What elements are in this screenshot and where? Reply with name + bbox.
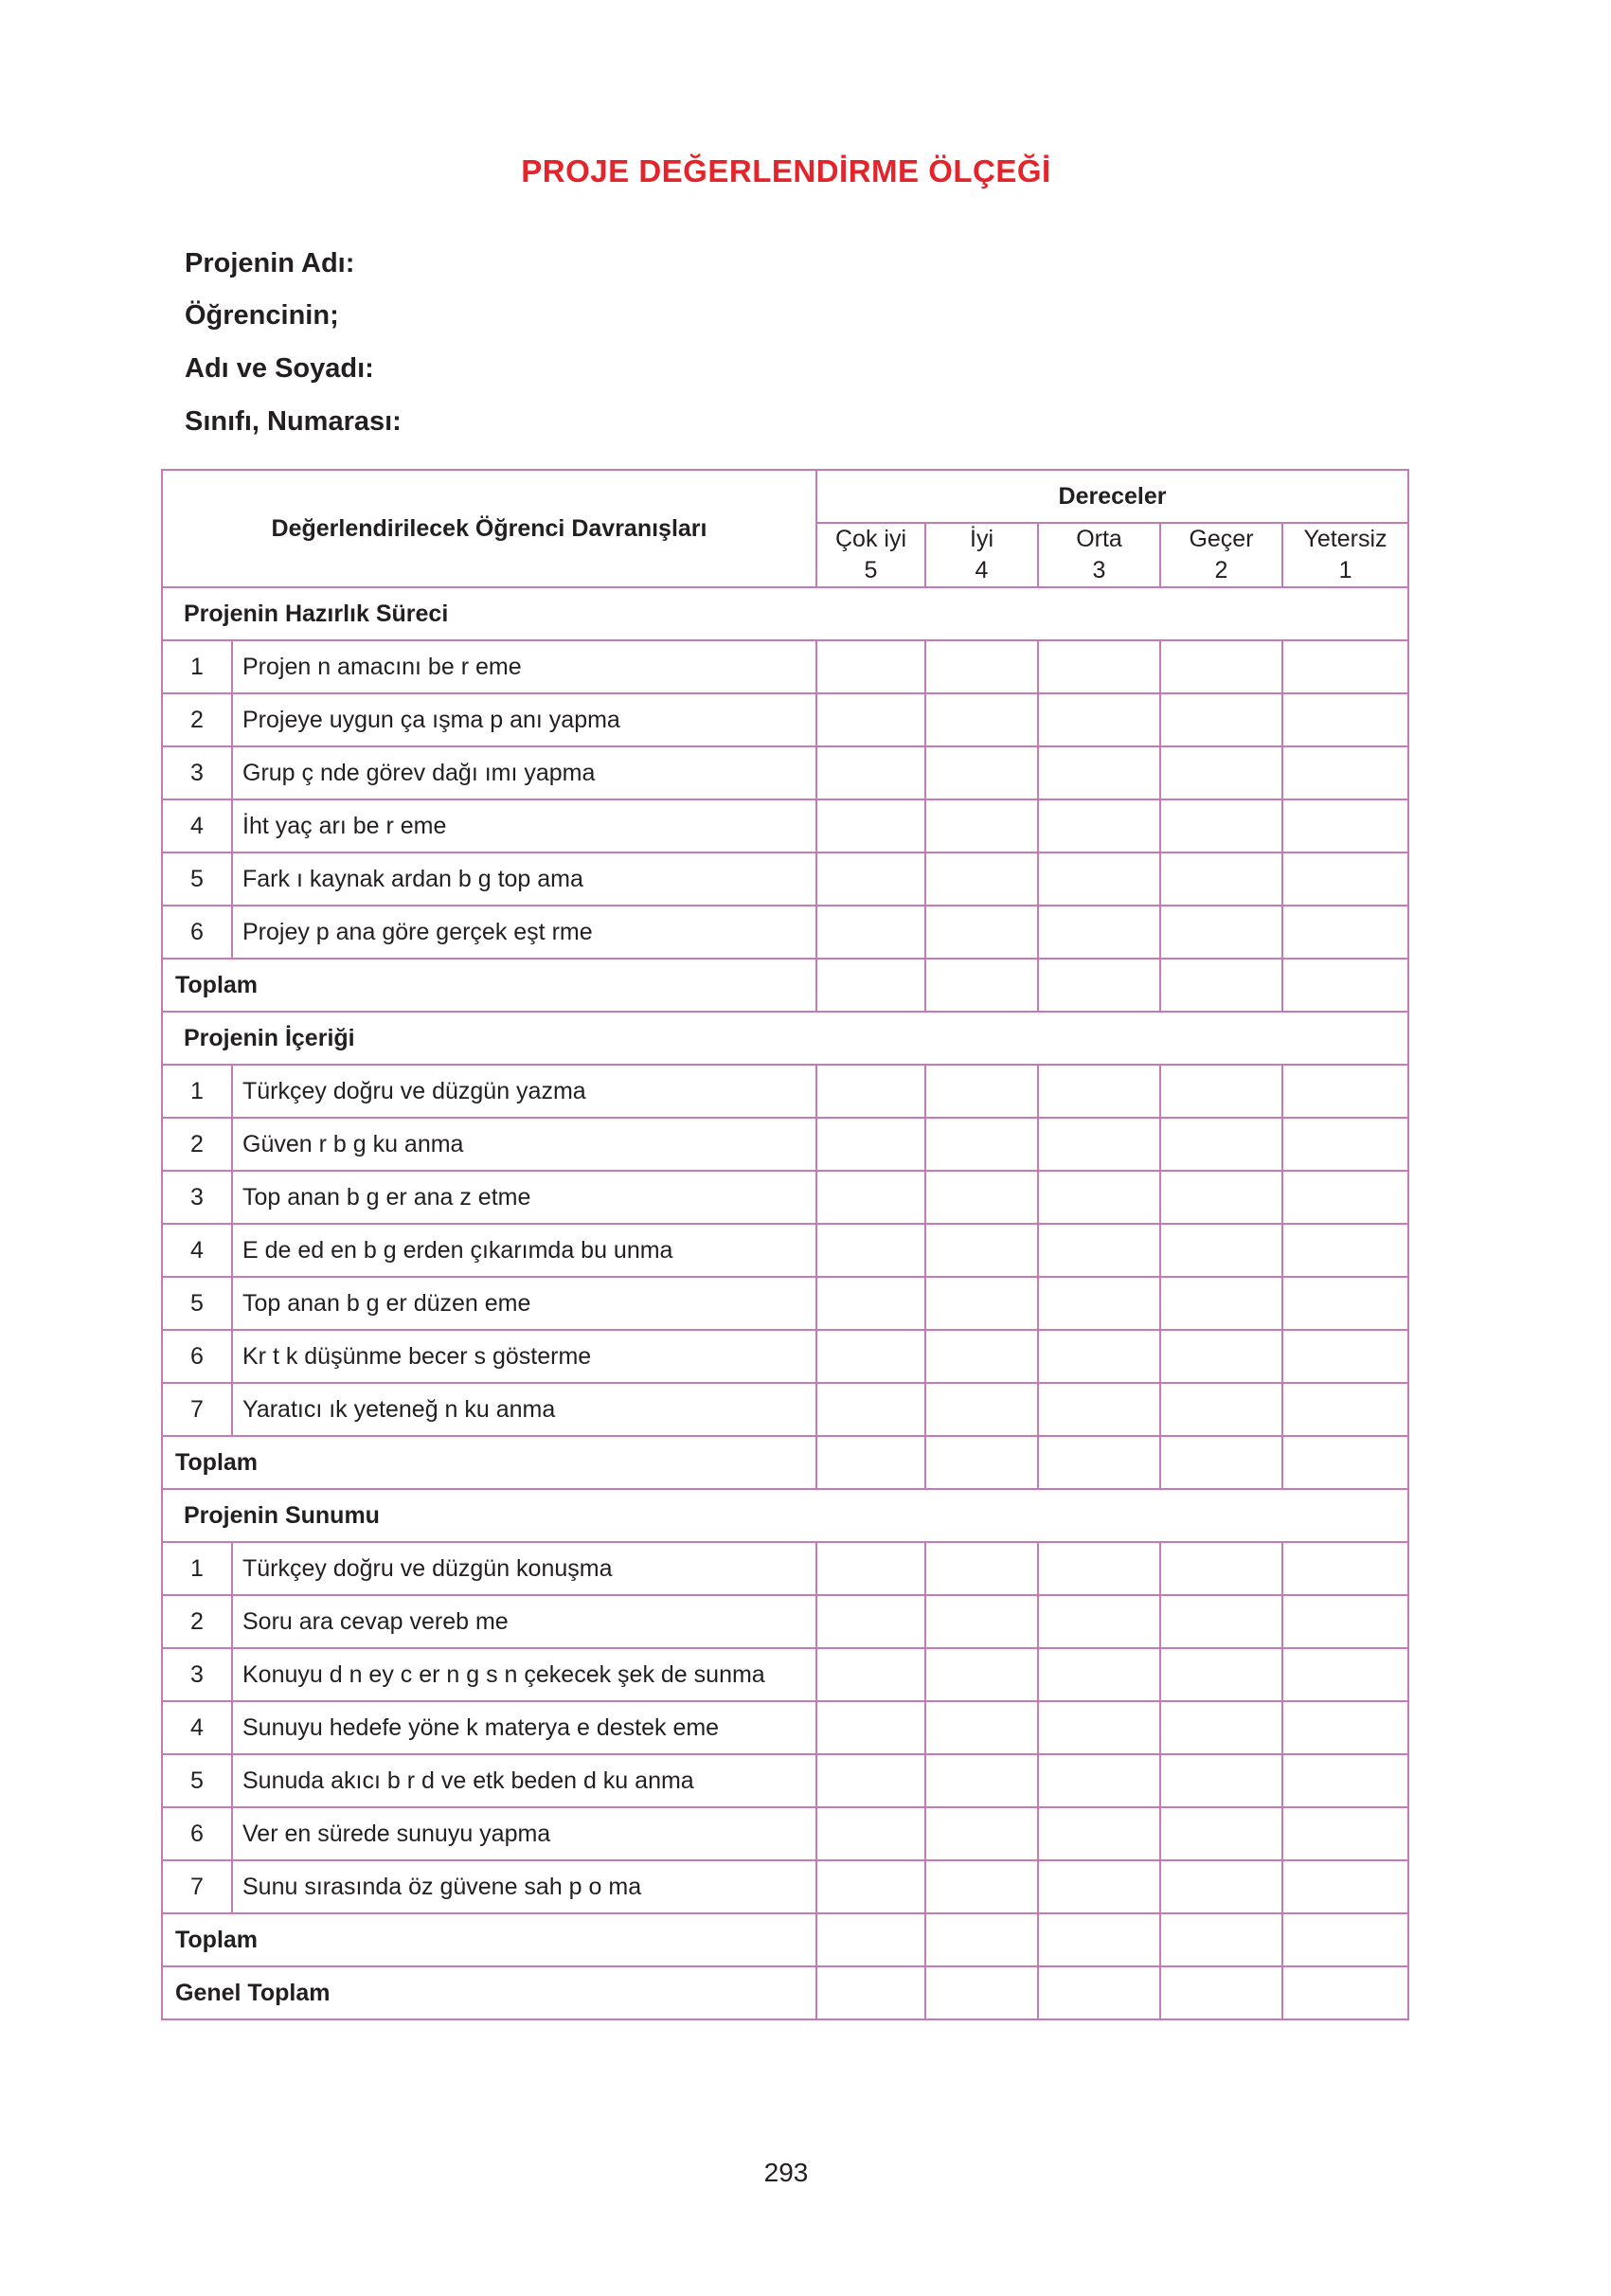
- grade-cell[interactable]: [1160, 1648, 1282, 1701]
- grade-cell[interactable]: [1282, 959, 1408, 1012]
- table-row: [162, 1224, 1408, 1277]
- grade-label: Geçer: [1189, 526, 1254, 552]
- item-text: Grup ç nde görev dağı ımı yapma: [232, 746, 816, 799]
- grade-cell[interactable]: [1282, 1754, 1408, 1807]
- item-text: E de ed en b g erden çıkarımda bu unma: [232, 1224, 816, 1277]
- grade-cell[interactable]: [1160, 1171, 1282, 1224]
- table-row: [162, 1807, 1408, 1860]
- total-label: Toplam: [162, 959, 816, 1012]
- grade-cell[interactable]: [816, 640, 925, 693]
- grade-cell[interactable]: [816, 906, 925, 959]
- grade-cell[interactable]: [1160, 1383, 1282, 1436]
- total-row: [162, 959, 1408, 1012]
- grade-cell[interactable]: [816, 1171, 925, 1224]
- grade-cell[interactable]: [1038, 693, 1160, 746]
- item-number: 6: [162, 1330, 232, 1383]
- grade-cell[interactable]: [1160, 1436, 1282, 1489]
- grade-cell[interactable]: [925, 1383, 1038, 1436]
- item-text: Fark ı kaynak ardan b g top ama: [232, 852, 816, 906]
- table-row: [162, 1648, 1408, 1701]
- grade-cell[interactable]: [1160, 1595, 1282, 1648]
- student-label: Öğrencinin;: [185, 300, 339, 331]
- grade-cell[interactable]: [1038, 1224, 1160, 1277]
- grade-cell[interactable]: [925, 1595, 1038, 1648]
- table-row: [162, 1860, 1408, 1913]
- grade-cell[interactable]: [1038, 1277, 1160, 1330]
- item-number: 5: [162, 852, 232, 906]
- grade-cell[interactable]: [1282, 1118, 1408, 1171]
- grade-cell[interactable]: [1282, 1436, 1408, 1489]
- grade-cell[interactable]: [1038, 1595, 1160, 1648]
- item-number: 7: [162, 1860, 232, 1913]
- grade-cell[interactable]: [1038, 1807, 1160, 1860]
- grade-cell[interactable]: [1038, 1065, 1160, 1118]
- item-number: 6: [162, 906, 232, 959]
- grade-cell[interactable]: [1038, 1171, 1160, 1224]
- total-label: Toplam: [162, 1913, 816, 1966]
- grade-cell[interactable]: [1038, 1966, 1160, 2019]
- grade-cell[interactable]: [816, 799, 925, 852]
- table-row: [162, 1595, 1408, 1648]
- grade-cell[interactable]: [1160, 1966, 1282, 2019]
- grade-cell[interactable]: [1282, 1330, 1408, 1383]
- item-number: 2: [162, 693, 232, 746]
- table-row: [162, 746, 1408, 799]
- grade-label: Çok iyi: [834, 526, 906, 552]
- table-row: [162, 640, 1408, 693]
- item-number: 6: [162, 1807, 232, 1860]
- item-text: Projen n amacını be r eme: [232, 640, 816, 693]
- grade-cell[interactable]: [1038, 852, 1160, 906]
- grade-cell[interactable]: [816, 1436, 925, 1489]
- grade-value: 3: [1092, 557, 1106, 583]
- grade-cell[interactable]: [1282, 1860, 1408, 1913]
- item-text: Sunu sırasında öz güvene sah p o ma: [232, 1860, 816, 1913]
- section-row: [162, 1012, 1408, 1065]
- grade-cell[interactable]: [1282, 1065, 1408, 1118]
- grade-label: Orta: [1076, 526, 1122, 552]
- grade-cell[interactable]: [816, 852, 925, 906]
- grade-cell[interactable]: [1038, 746, 1160, 799]
- item-number: 1: [162, 1542, 232, 1595]
- grade-value: 5: [864, 557, 878, 583]
- grade-cell[interactable]: [925, 906, 1038, 959]
- item-number: 1: [162, 640, 232, 693]
- grade-cell[interactable]: [1038, 1754, 1160, 1807]
- grade-cell[interactable]: [925, 1277, 1038, 1330]
- grade-cell[interactable]: [1282, 1966, 1408, 2019]
- grade-cell[interactable]: [1282, 1542, 1408, 1595]
- grade-cell[interactable]: [816, 1807, 925, 1860]
- grade-label: Yetersiz: [1303, 526, 1387, 552]
- grade-cell[interactable]: [1282, 1648, 1408, 1701]
- grade-cell[interactable]: [1038, 1330, 1160, 1383]
- grade-cell[interactable]: [1160, 1807, 1282, 1860]
- grade-cell[interactable]: [925, 1913, 1038, 1966]
- grade-cell[interactable]: [1282, 1224, 1408, 1277]
- grade-cell[interactable]: [1038, 906, 1160, 959]
- grade-cell[interactable]: [1038, 1542, 1160, 1595]
- grade-column-header: [816, 523, 925, 587]
- section-row: [162, 587, 1408, 640]
- grand-total-row: [162, 1966, 1408, 2019]
- grade-cell[interactable]: [816, 746, 925, 799]
- table-row: [162, 1065, 1408, 1118]
- page-number: 293: [763, 2158, 809, 2187]
- section-title: Projenin İçeriği: [162, 1012, 1408, 1065]
- grade-cell[interactable]: [925, 1436, 1038, 1489]
- table-row: [162, 1754, 1408, 1807]
- table-row: [162, 1118, 1408, 1171]
- grade-cell[interactable]: [1160, 852, 1282, 906]
- table-row: [162, 693, 1408, 746]
- grade-cell[interactable]: [1038, 1383, 1160, 1436]
- grade-cell[interactable]: [925, 693, 1038, 746]
- grades-header: Dereceler: [816, 470, 1408, 523]
- item-text: Projeye uygun ça ışma p anı yapma: [232, 693, 816, 746]
- item-number: 4: [162, 1224, 232, 1277]
- grade-cell[interactable]: [816, 1118, 925, 1171]
- grade-cell[interactable]: [1160, 1330, 1282, 1383]
- grade-cell[interactable]: [1038, 1118, 1160, 1171]
- grade-cell[interactable]: [816, 1648, 925, 1701]
- grade-cell[interactable]: [925, 1754, 1038, 1807]
- grade-cell[interactable]: [925, 1224, 1038, 1277]
- grade-column-header: [1160, 523, 1282, 587]
- table-row: [162, 1701, 1408, 1754]
- grade-cell[interactable]: [816, 1913, 925, 1966]
- item-text: Türkçey doğru ve düzgün yazma: [232, 1065, 816, 1118]
- grade-cell[interactable]: [1160, 693, 1282, 746]
- table-row: [162, 1383, 1408, 1436]
- item-text: Sunuyu hedefe yöne k materya e destek eme: [232, 1701, 816, 1754]
- table-row: [162, 1171, 1408, 1224]
- grade-cell[interactable]: [816, 1383, 925, 1436]
- project-name-label: Projenin Adı:: [185, 248, 355, 278]
- item-text: İht yaç arı be r eme: [232, 799, 816, 852]
- item-text: Konuyu d n ey c er n g s n çekecek şek de sunma: [232, 1648, 816, 1701]
- behaviors-header: Değerlendirilecek Öğrenci Davranışları: [162, 470, 816, 587]
- grade-cell[interactable]: [1160, 640, 1282, 693]
- total-row: [162, 1913, 1408, 1966]
- item-text: Kr t k düşünme becer s gösterme: [232, 1330, 816, 1383]
- grade-cell[interactable]: [816, 959, 925, 1012]
- evaluation-table: [161, 469, 1409, 2020]
- item-text: Top anan b g er düzen eme: [232, 1277, 816, 1330]
- grade-cell[interactable]: [1160, 906, 1282, 959]
- grade-cell[interactable]: [816, 1065, 925, 1118]
- item-text: Top anan b g er ana z etme: [232, 1171, 816, 1224]
- grade-cell[interactable]: [1038, 1648, 1160, 1701]
- page-title: PROJE DEĞERLENDİRME ÖLÇEĞİ: [521, 153, 1051, 188]
- grade-cell[interactable]: [1160, 746, 1282, 799]
- table-row: [162, 1277, 1408, 1330]
- item-number: 5: [162, 1277, 232, 1330]
- grade-cell[interactable]: [1282, 852, 1408, 906]
- grade-cell[interactable]: [816, 1542, 925, 1595]
- item-text: Güven r b g ku anma: [232, 1118, 816, 1171]
- grade-cell[interactable]: [1282, 1277, 1408, 1330]
- grade-cell[interactable]: [925, 1648, 1038, 1701]
- item-number: 4: [162, 1701, 232, 1754]
- grade-cell[interactable]: [1160, 1860, 1282, 1913]
- item-number: 5: [162, 1754, 232, 1807]
- grade-value: 2: [1214, 557, 1228, 583]
- grade-column-header: [925, 523, 1038, 587]
- name-surname-label: Adı ve Soyadı:: [185, 353, 374, 384]
- table-row: [162, 906, 1408, 959]
- grade-cell[interactable]: [925, 959, 1038, 1012]
- grade-cell[interactable]: [1038, 959, 1160, 1012]
- grade-cell[interactable]: [925, 799, 1038, 852]
- grade-cell[interactable]: [1038, 1860, 1160, 1913]
- item-number: 4: [162, 799, 232, 852]
- class-number-label: Sınıfı, Numarası:: [185, 406, 402, 437]
- grade-cell[interactable]: [1160, 1224, 1282, 1277]
- grade-cell[interactable]: [1282, 1595, 1408, 1648]
- grade-cell[interactable]: [1038, 799, 1160, 852]
- grade-cell[interactable]: [816, 1224, 925, 1277]
- grade-cell[interactable]: [1038, 1436, 1160, 1489]
- item-number: 3: [162, 1648, 232, 1701]
- grade-cell[interactable]: [925, 746, 1038, 799]
- total-row: [162, 1436, 1408, 1489]
- grade-value: 4: [975, 557, 989, 583]
- total-label: Toplam: [162, 1436, 816, 1489]
- grade-cell[interactable]: [1160, 959, 1282, 1012]
- item-text: Türkçey doğru ve düzgün konuşma: [232, 1542, 816, 1595]
- grade-cell[interactable]: [925, 640, 1038, 693]
- grade-cell[interactable]: [925, 1065, 1038, 1118]
- grade-cell[interactable]: [1282, 799, 1408, 852]
- item-number: 3: [162, 746, 232, 799]
- item-number: 1: [162, 1065, 232, 1118]
- grade-cell[interactable]: [1282, 1913, 1408, 1966]
- item-text: Ver en sürede sunuyu yapma: [232, 1807, 816, 1860]
- grade-cell[interactable]: [1160, 1277, 1282, 1330]
- grade-cell[interactable]: [925, 1542, 1038, 1595]
- grade-column-header: [1282, 523, 1408, 587]
- table-row: [162, 852, 1408, 906]
- grade-value: 1: [1338, 557, 1352, 583]
- grade-cell[interactable]: [816, 1860, 925, 1913]
- item-number: 3: [162, 1171, 232, 1224]
- item-number: 7: [162, 1383, 232, 1436]
- grade-cell[interactable]: [925, 1330, 1038, 1383]
- grade-cell[interactable]: [1160, 1701, 1282, 1754]
- grade-label: İyi: [970, 526, 993, 552]
- grade-cell[interactable]: [1160, 1118, 1282, 1171]
- grade-cell[interactable]: [816, 693, 925, 746]
- grade-cell[interactable]: [1282, 906, 1408, 959]
- grade-cell[interactable]: [1282, 746, 1408, 799]
- grade-cell[interactable]: [1038, 1913, 1160, 1966]
- grade-cell[interactable]: [925, 1701, 1038, 1754]
- grade-cell[interactable]: [1282, 693, 1408, 746]
- grade-cell[interactable]: [816, 1966, 925, 2019]
- grade-cell[interactable]: [816, 1330, 925, 1383]
- grade-cell[interactable]: [1160, 1754, 1282, 1807]
- grade-cell[interactable]: [925, 1966, 1038, 2019]
- grade-column-header: [1038, 523, 1160, 587]
- grade-cell[interactable]: [1160, 799, 1282, 852]
- grade-cell[interactable]: [816, 1701, 925, 1754]
- grade-cell[interactable]: [1282, 1807, 1408, 1860]
- grade-cell[interactable]: [1282, 1171, 1408, 1224]
- item-number: 2: [162, 1118, 232, 1171]
- grade-cell[interactable]: [925, 1118, 1038, 1171]
- grade-cell[interactable]: [1282, 640, 1408, 693]
- grade-cell[interactable]: [816, 1754, 925, 1807]
- grade-cell[interactable]: [1038, 1701, 1160, 1754]
- table-row: [162, 1542, 1408, 1595]
- item-text: Sunuda akıcı b r d ve etk beden d ku anma: [232, 1754, 816, 1807]
- item-text: Yaratıcı ık yeteneğ n ku anma: [232, 1383, 816, 1436]
- grade-cell[interactable]: [1160, 1913, 1282, 1966]
- table-row: [162, 1330, 1408, 1383]
- item-text: Projey p ana göre gerçek eşt rme: [232, 906, 816, 959]
- grade-cell[interactable]: [925, 1171, 1038, 1224]
- grade-cell[interactable]: [1038, 640, 1160, 693]
- grand-total-label: Genel Toplam: [162, 1966, 816, 2019]
- item-text: Soru ara cevap vereb me: [232, 1595, 816, 1648]
- table-row: [162, 799, 1408, 852]
- section-title: Projenin Hazırlık Süreci: [162, 587, 1408, 640]
- section-title: Projenin Sunumu: [162, 1489, 1408, 1542]
- grade-cell[interactable]: [1160, 1065, 1282, 1118]
- grade-cell[interactable]: [925, 1807, 1038, 1860]
- grade-cell[interactable]: [925, 1860, 1038, 1913]
- grade-cell[interactable]: [1282, 1701, 1408, 1754]
- section-row: [162, 1489, 1408, 1542]
- grade-cell[interactable]: [816, 1277, 925, 1330]
- grade-cell[interactable]: [816, 1595, 925, 1648]
- grade-cell[interactable]: [1160, 1542, 1282, 1595]
- grade-cell[interactable]: [1282, 1383, 1408, 1436]
- item-number: 2: [162, 1595, 232, 1648]
- grade-cell[interactable]: [925, 852, 1038, 906]
